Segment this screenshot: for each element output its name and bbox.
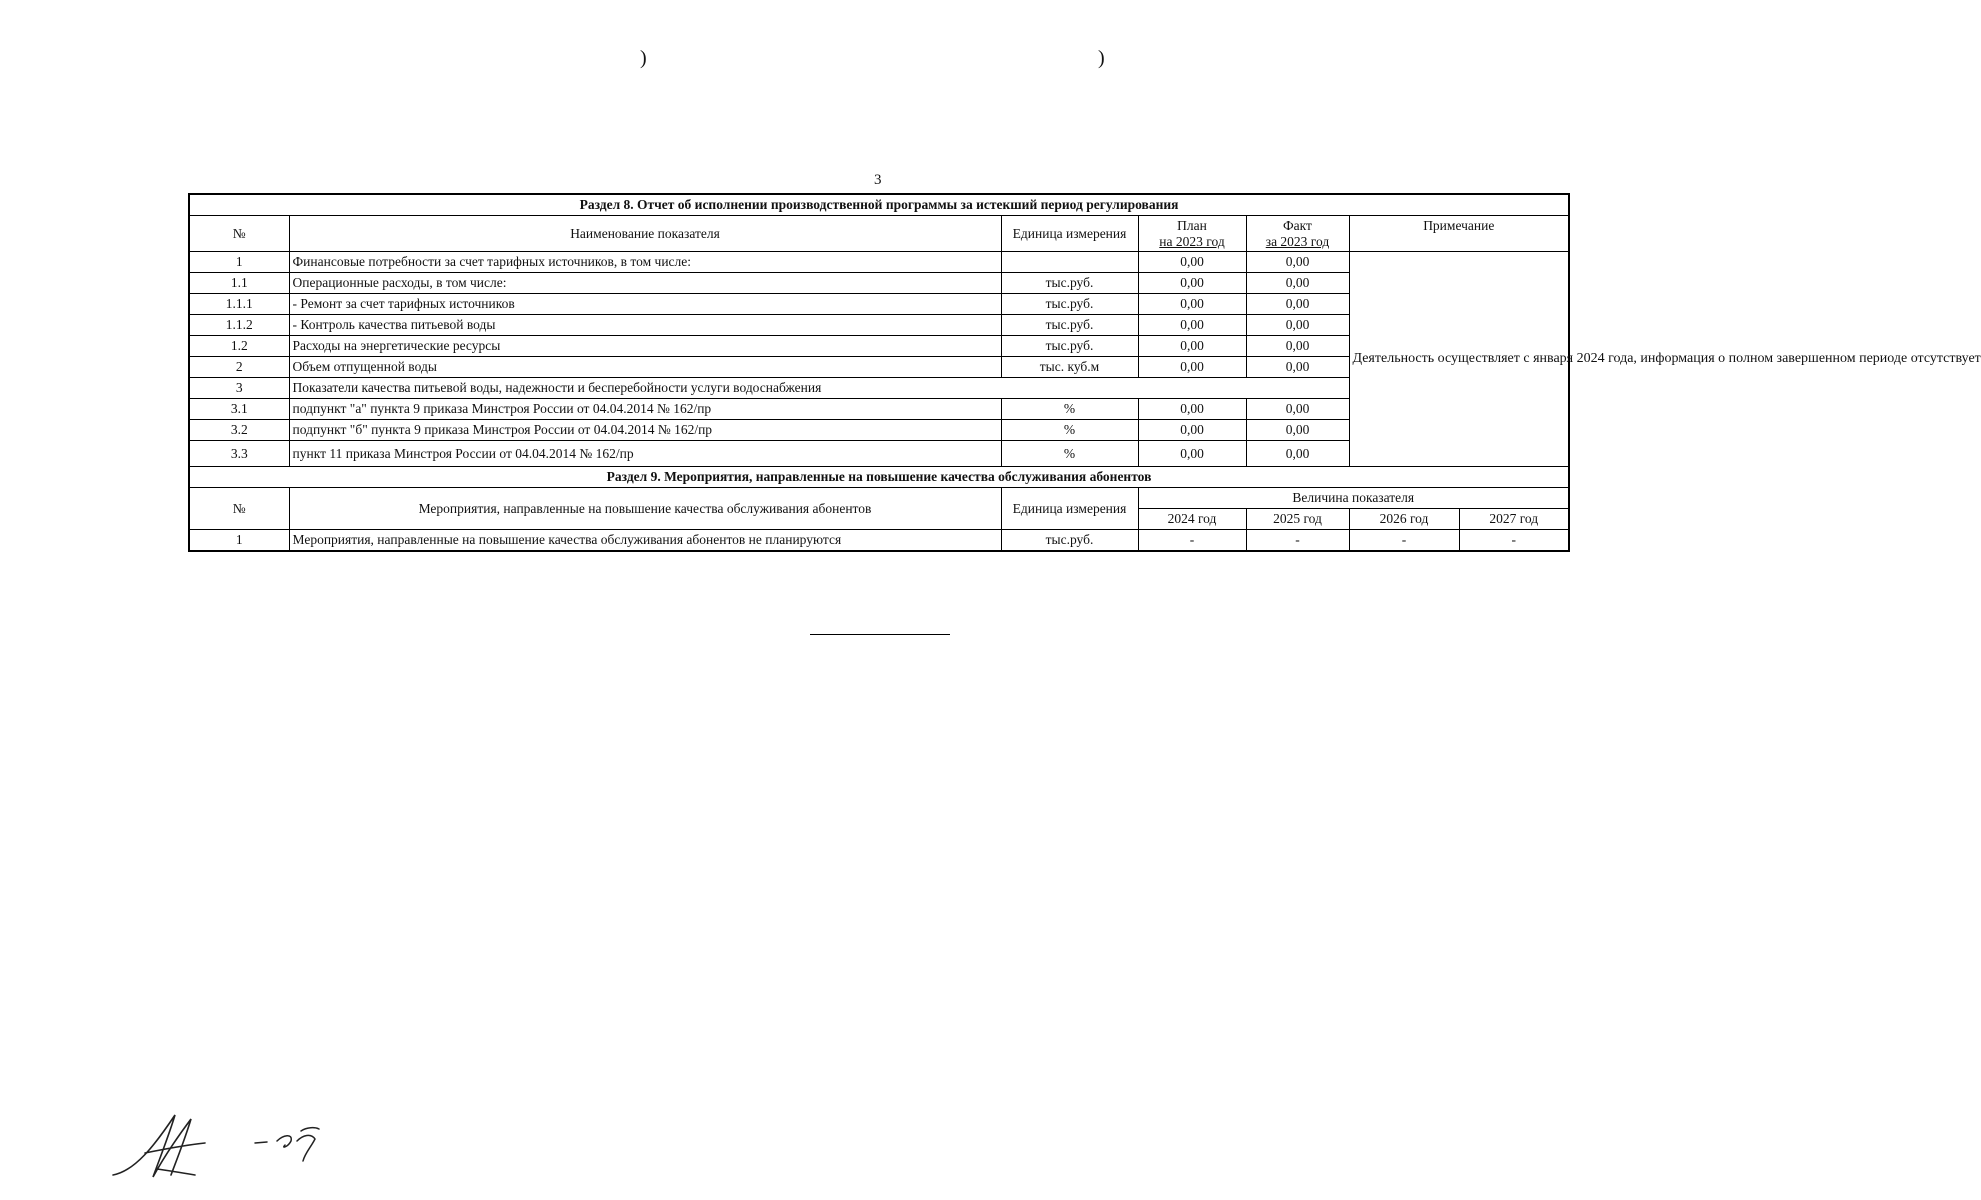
row-plan: 0,00: [1138, 273, 1246, 294]
row-num: 1.1.2: [189, 315, 289, 336]
row-unit: тыс.руб.: [1001, 530, 1138, 552]
row-name: Мероприятия, направленные на повышение качества обслуживания абонентов не планируются: [289, 530, 1001, 552]
section8-header-row: [189, 216, 1569, 252]
row-plan: 0,00: [1138, 399, 1246, 420]
header-fact-line1: Факт: [1283, 217, 1312, 233]
section9-title: Раздел 9. Мероприятия, направленные на повышение качества обслуживания абонентов: [189, 467, 1569, 488]
row-name: Объем отпущенной воды: [289, 357, 1001, 378]
row-unit: тыс.руб.: [1001, 273, 1138, 294]
table-row: [189, 252, 1569, 273]
row-fact: 0,00: [1246, 315, 1349, 336]
report-table: [188, 193, 1981, 552]
row-num: 1.2: [189, 336, 289, 357]
header-year-2027: 2027 год: [1459, 509, 1569, 530]
row-value-2025: -: [1246, 530, 1349, 552]
row-name: пункт 11 приказа Минстроя России от 04.04.2014 № 162/пр: [289, 441, 1001, 467]
row-fact: 0,00: [1246, 441, 1349, 467]
row-unit: %: [1001, 441, 1138, 467]
row-fact: 0,00: [1246, 273, 1349, 294]
section9-title-row: [189, 467, 1569, 488]
header-plan-line2: на 2023 год: [1159, 233, 1225, 249]
row-plan: 0,00: [1138, 441, 1246, 467]
row-plan: 0,00: [1138, 252, 1246, 273]
row-fact: 0,00: [1246, 357, 1349, 378]
signature: [105, 1105, 365, 1185]
row-value-2027: -: [1459, 530, 1569, 552]
row-name: Расходы на энергетические ресурсы: [289, 336, 1001, 357]
header-value: Величина показателя: [1138, 488, 1569, 509]
row-fact: 0,00: [1246, 336, 1349, 357]
row-unit: [1001, 252, 1138, 273]
section9-header-row: [189, 488, 1569, 509]
row-num: 3.3: [189, 441, 289, 467]
row-unit: %: [1001, 399, 1138, 420]
row-num: 1.1.1: [189, 294, 289, 315]
row-plan: 0,00: [1138, 315, 1246, 336]
row-name: подпункт "б" пункта 9 приказа Минстроя России от 04.04.2014 № 162/пр: [289, 420, 1001, 441]
header-num: №: [189, 216, 289, 252]
row-unit: тыс.руб.: [1001, 315, 1138, 336]
row-name: Финансовые потребности за счет тарифных источников, в том числе:: [289, 252, 1001, 273]
header-unit: Единица измерения: [1001, 216, 1138, 252]
row-name: Операционные расходы, в том числе:: [289, 273, 1001, 294]
header-fact: [1246, 216, 1349, 252]
row-num: 3: [189, 378, 289, 399]
margin-mark-left: ): [640, 47, 647, 69]
header-year-2025: 2025 год: [1246, 509, 1349, 530]
row-value-2026: -: [1349, 530, 1459, 552]
row-num: 1: [189, 252, 289, 273]
header-year-2024: 2024 год: [1138, 509, 1246, 530]
row-unit: тыс. куб.м: [1001, 357, 1138, 378]
row-value-2024: -: [1138, 530, 1246, 552]
header-fact-line2: за 2023 год: [1265, 233, 1330, 249]
header-plan: [1138, 216, 1246, 252]
row-fact: 0,00: [1246, 294, 1349, 315]
header-year-2026: 2026 год: [1349, 509, 1459, 530]
section8-title-row: [189, 194, 1569, 216]
row-fact: 0,00: [1246, 399, 1349, 420]
end-divider: [810, 634, 950, 635]
row-fact: 0,00: [1246, 420, 1349, 441]
page-number: 3: [874, 172, 882, 188]
section8-title: Раздел 8. Отчет об исполнении производственной программы за истекший период регулирования: [189, 194, 1569, 216]
row-num: 1: [189, 530, 289, 552]
header-num: №: [189, 488, 289, 530]
row-name: Показатели качества питьевой воды, надежности и бесперебойности услуги водоснабжения: [289, 378, 1349, 399]
row-plan: 0,00: [1138, 294, 1246, 315]
margin-mark-right: ): [1098, 47, 1105, 69]
row-unit: тыс.руб.: [1001, 294, 1138, 315]
row-num: 1.1: [189, 273, 289, 294]
row-unit: тыс.руб.: [1001, 336, 1138, 357]
header-plan-line1: План: [1177, 217, 1207, 233]
header-name: Наименование показателя: [289, 216, 1001, 252]
row-num: 2: [189, 357, 289, 378]
table-row: [189, 530, 1569, 552]
row-name: - Ремонт за счет тарифных источников: [289, 294, 1001, 315]
row-fact: 0,00: [1246, 252, 1349, 273]
header-note: Примечание: [1349, 216, 1569, 252]
row-unit: %: [1001, 420, 1138, 441]
note-cell: Деятельность осуществляет с января 2024 года, информация о полном завершенном периоде отсутствует: [1349, 252, 1569, 467]
row-plan: 0,00: [1138, 420, 1246, 441]
header-unit: Единица измерения: [1001, 488, 1138, 530]
row-plan: 0,00: [1138, 357, 1246, 378]
row-num: 3.1: [189, 399, 289, 420]
row-num: 3.2: [189, 420, 289, 441]
header-name: Мероприятия, направленные на повышение качества обслуживания абонентов: [289, 488, 1001, 530]
row-name: подпункт "а" пункта 9 приказа Минстроя России от 04.04.2014 № 162/пр: [289, 399, 1001, 420]
row-name: - Контроль качества питьевой воды: [289, 315, 1001, 336]
row-plan: 0,00: [1138, 336, 1246, 357]
